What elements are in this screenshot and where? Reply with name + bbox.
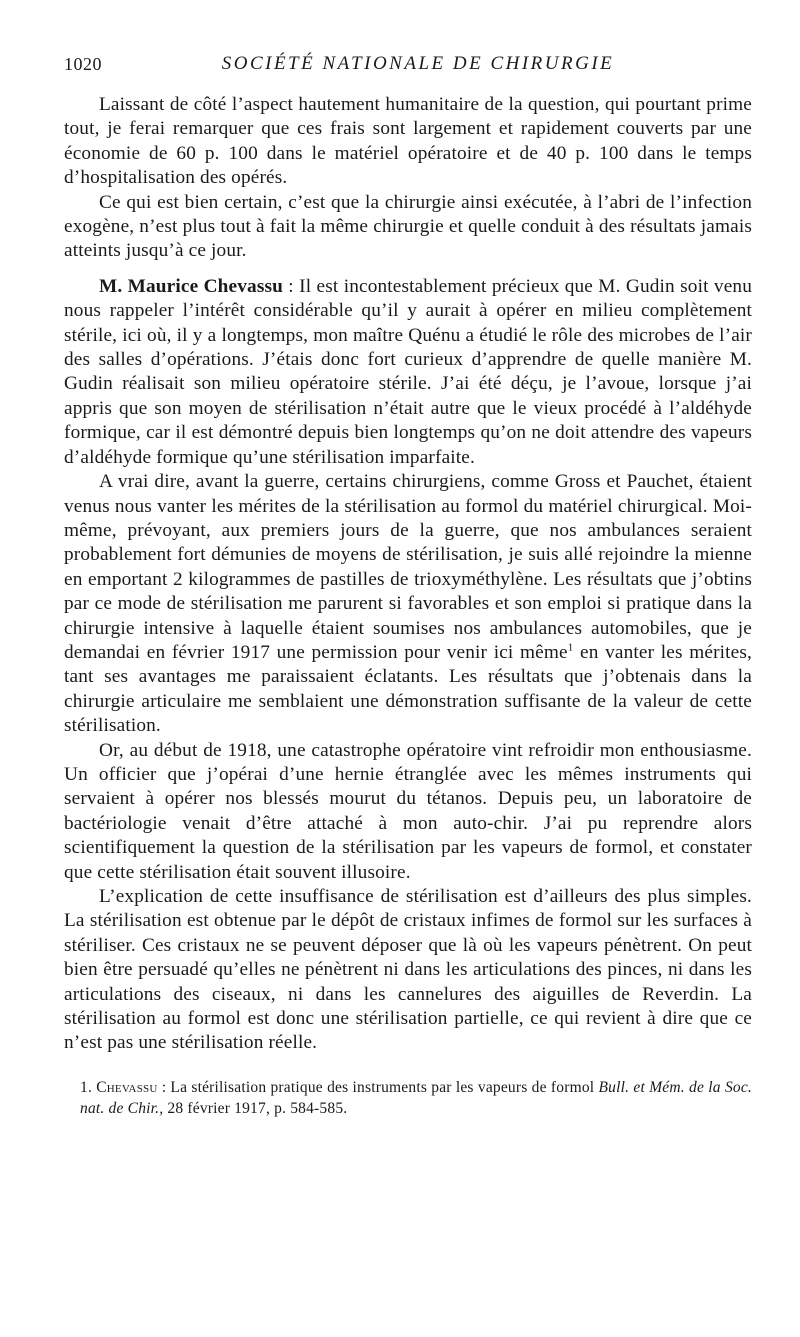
footnote-reference: Bull. et Mém. de la Soc. nat. de Chir., xyxy=(80,1078,752,1117)
paragraph-4 xyxy=(64,470,752,738)
paragraph-5 xyxy=(64,739,752,885)
page-number: 1020 xyxy=(64,54,102,74)
document-page xyxy=(64,50,752,1119)
paragraph-4-text-after: en vanter les mérites, tant ses avantages me paraissaient éclatants. Les résultats que j’obtenais dans la chirurgie articulaire me semblaient une démonstration suffisante de la valeur de cette stérilisation. xyxy=(64,641,752,737)
paragraph-4-text-before: A vrai dire, avant la guerre, certains chirurgiens, comme Gross et Pauchet, étaient venus nous vanter les mérites de la stérilisation au formol du matériel chirurgical. Moi-même, prévoyant, aux premiers jours de la guerre, que nos ambulances seraient probablement fort démunies de moyens de stérilisation, je suis allé rejoindre la mienne en emportant 2 kilogrammes de pastilles de trioxyméthylène. Les résultats que j’obtins par ce mode de stérilisation me parurent si favorables et son emploi si pratique dans la chirurgie intensive à laquelle étaient soumises nos ambulances automobiles, que je demandai en février 1917 une permission pour venir ici même xyxy=(64,471,752,663)
footnote xyxy=(64,1077,752,1119)
footnote-tail: 28 février 1917, p. 584-585. xyxy=(163,1099,348,1117)
running-head xyxy=(64,50,752,78)
footnote-number: 1. xyxy=(80,1078,93,1096)
footnote-author: Chevassu xyxy=(96,1078,158,1096)
paragraph-1 xyxy=(64,93,752,191)
footnote-marker: 1 xyxy=(567,641,574,654)
footnote-text: : La stérilisation pratique des instruments par les vapeurs de formol xyxy=(157,1078,599,1096)
paragraph-1-text: Laissant de côté l’aspect hautement humanitaire de la question, qui pourtant prime tout, je ferai remarquer que ces frais sont largement et rapidement couverts par une économie de 60 p. 100 dans le matériel opératoire et de 40 p. 100 dans le temps d’hospitalisation des opérés. xyxy=(64,94,752,189)
paragraph-3 xyxy=(64,275,752,470)
journal-title: SOCIÉTÉ NATIONALE DE CHIRURGIE xyxy=(221,53,615,74)
speaker-name: M. Maurice Chevassu xyxy=(99,275,283,297)
paragraph-5-text: Or, au début de 1918, une catastrophe opératoire vint refroidir mon enthousiasme. Un officier que j’opérai d’une hernie étranglée avec les mêmes instruments qui servaient à opérer nos blessés mourut du tétanos. Depuis peu, un laboratoire de bactériologie venait d’être attaché à mon auto-chir. J’ai pu reprendre alors scientifiquement la question de la stérilisation par les vapeurs de formol, et constater que cette stérilisation était souvent illusoire. xyxy=(64,739,752,883)
paragraph-2-text: Ce qui est bien certain, c’est que la chirurgie ainsi exécutée, à l’abri de l’infection exogène, n’est plus tout à fait la même chirurgie et quelle conduit à des résultats jamais atteints jusqu’à ce jour. xyxy=(64,191,752,262)
paragraph-2 xyxy=(64,191,752,264)
body-text xyxy=(64,93,752,1056)
paragraph-6 xyxy=(64,885,752,1056)
paragraph-3-text: : Il est incontestablement précieux que M. Gudin soit venu nous rappeler l’intérêt considérable qu’il y aurait à opérer en milieu complètement stérile, ici où, il y a longtemps, mon maître Quénu a étudié le rôle des microbes de l’air des salles d’opérations. J’étais donc fort curieux d’apprendre de quelle manière M. Gudin réalisait son milieu opératoire stérile. J’ai été déçu, je l’avoue, lorsque j’ai appris que son moyen de stérilisation n’était autre que le vieux procédé à l’aldéhyde formique, car il est démontré depuis bien longtemps qu’on ne doit attendre des vapeurs d’aldéhyde formique qu’une stérilisation imparfaite. xyxy=(64,275,752,468)
paragraph-6-text: L’explication de cette insuffisance de stérilisation est d’ailleurs des plus simples. La stérilisation est obtenue par le dépôt de cristaux infimes de formol sur les surfaces à stériliser. Ces cristaux ne se peuvent déposer que là où les vapeurs pénètrent. On peut bien être persuadé qu’elles ne pénètrent ni dans les articulations des pinces, ni dans les articulations des ciseaux, ni dans les cannelures des aiguilles de Reverdin. La stérilisation au formol est donc une stérilisation partielle, ce qui revient à dire que ce n’est pas une stérilisation réelle. xyxy=(64,886,752,1054)
